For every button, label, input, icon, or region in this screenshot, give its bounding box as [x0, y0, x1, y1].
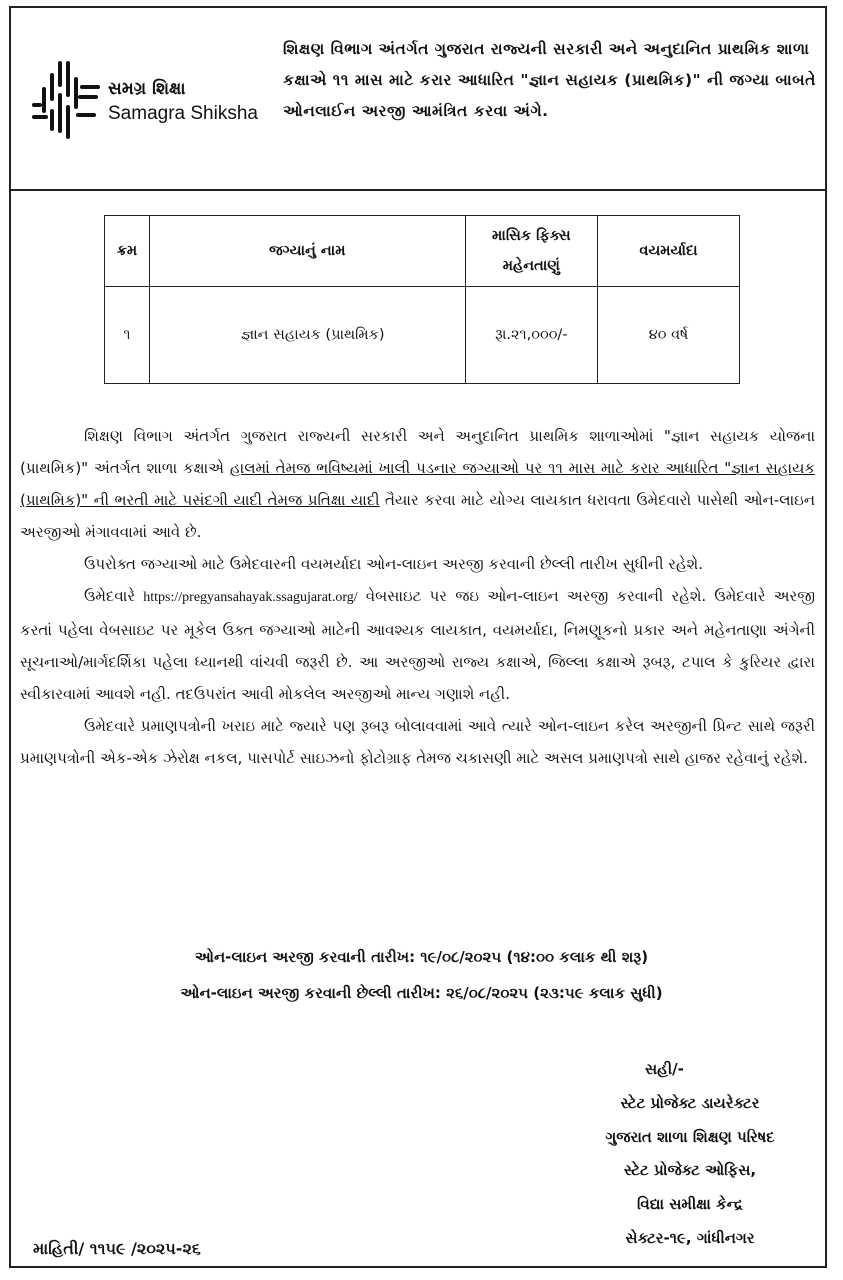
signature-office: સ્ટેટ પ્રોજેક્ટ ઓફિસ, [623, 1161, 757, 1179]
para1-end: તૈયાર કરવા માટે યોગ્ય લાયકાત ધરાવતા ઉમેદવારો પાસેથી ઓન-લાઇન અરજીઓ મંગાવવામાં આવે છે. [20, 491, 815, 541]
paragraph-3 [20, 580, 815, 710]
paragraph-4: ઉમેદવારે પ્રમાણપત્રોની ખરાઇ માટે જ્યારે પણ રૂબરૂ બોલાવવામાં આવે ત્યારે ઓન-લાઇન કરેલ અરજીની પ્રિન્ટ સાથે જરૂરી પ્રમાણપત્રોની એક-એક ઝેરોક્ષ નકલ, પાસપોર્ટ સાઇઝનો ફોટોગ્રાફ તેમજ ચકાસણી માટે અસલ પ્રમાણપત્રો સાથે હાજર રહેવાનું રહેશે. [20, 717, 815, 767]
para3-start: ઉમેદવારે [84, 587, 144, 605]
para1-start: શિક્ષણ વિભાગ અંતર્ગત ગુજરાત રાજ્યની સરકારી અને અનુદાનિત પ્રાથમિક શાળાઓમાં "જ્ઞાન સહાયક યોજના (પ્રાથમિક)" અંતર્ગત શાળા કક્ષાએ [20, 427, 815, 477]
signature-building: વિદ્યા સમીક્ષા કેન્દ્ર [636, 1195, 744, 1213]
table-row [105, 287, 740, 384]
samagra-shiksha-logo [30, 55, 265, 145]
cell-post-name: જ્ઞાન સહાયક (પ્રાથમિક) [149, 287, 465, 384]
paragraph-2: ઉપરોક્ત જગ્યાઓ માટે ઉમેદવારની વયમર્યાદા ઓન-લાઇન અરજી કરવાની છેલ્લી તારીખ સુધીની રહેશે. [84, 555, 704, 573]
paragraph-1 [20, 420, 815, 548]
cell-salary: રૂા.૨૧,૦૦૦/- [465, 287, 597, 384]
header-serial: ક્રમ [105, 216, 150, 287]
signature-designation: સ્ટેટ પ્રોજેક્ટ ડાયરેક્ટર [620, 1094, 760, 1112]
reference-number: માહિતી/ ૧૧૫૯ /૨૦૨૫-૨૬ [33, 1239, 201, 1258]
header-post-name: જગ્યાનું નામ [149, 216, 465, 287]
para3-end: વેબસાઇટ પર જઇ ઓન-લાઇન અરજી કરવાની રહેશે. ઉમેદવારે અરજી કરતાં પહેલા વેબસાઇટ પર મૂકેલ ઉક્ત જગ્યાઓ માટેની આવશ્યક લાયકાત, વયમર્યાદા, નિમણૂકનો પ્રકાર અને મહેનતાણા અંગેની સૂચનાઓ/માર્ગદર્શિકા પહેલા ધ્યાનથી વાંચવી જરૂરી છે. આ અરજીઓ રાજ્ય કક્ષાએ, જિલ્લા કક્ષાએ રૂબરૂ, ટપાલ કે કુરિયર દ્વારા સ્વીકારવામાં આવશે નહી. તદઉપરાંત આવી મોકલેલ અરજીઓ માન્ય ગણાશે નહી. [20, 587, 815, 703]
cell-age-limit: ૪૦ વર્ષ [597, 287, 739, 384]
logo-mark-icon [30, 55, 102, 145]
notice-heading: શિક્ષણ વિભાગ અંતર્ગત ગુજરાત રાજ્યની સરકારી અને અનુદાનિત પ્રાથમિક શાળા કક્ષાએ ૧૧ માસ માટે કરાર આધારિત "જ્ઞાન સહાયક (પ્રાથમિક)" ની જગ્યા બાબતે ઓનલાઈન અરજી આમંત્રિત કરવા અંગે. [283, 40, 816, 120]
header-divider [9, 189, 827, 191]
signature-address: સેક્ટર-૧૯, ગાંધીનગર [625, 1229, 755, 1247]
header-salary: માસિક ફિક્સ મહેનતાણું [465, 216, 597, 287]
application-last-date: ઓન-લાઇન અરજી કરવાની છેલ્લી તારીખ: ૨૬/૦૮/૨૦૨૫ (૨૩:૫૯ કલાક સુધી) [180, 984, 663, 1002]
table-header-row [105, 216, 740, 287]
cell-serial: ૧ [105, 287, 150, 384]
logo-text-gujarati: સમગ્ર શિક્ષા [108, 79, 186, 99]
website-link[interactable]: https://pregyansahayak.ssagujarat.org/ [143, 590, 358, 605]
signature-sd: સહી/- [645, 1060, 684, 1078]
notice-body [20, 420, 815, 774]
para1-underlined: હાલમાં તેમજ ભવિષ્યમાં ખાલી પડનાર જગ્યાઓ પર ૧૧ માસ માટે કરાર આધારિત "જ્ઞાન સહાયક (પ્રાથમિક)" ની ભરતી માટે પસંદગી યાદી તેમજ પ્રતિક્ષા યાદી [20, 459, 815, 509]
logo-text-english: Samagra Shiksha [108, 103, 258, 124]
post-details-table [104, 215, 740, 384]
header-age-limit: વયમર્યાદા [597, 216, 739, 287]
application-start-date: ઓન-લાઇન અરજી કરવાની તારીખ: ૧૯/૦૮/૨૦૨૫ (૧૪:૦૦ કલાક થી શરૂ) [194, 948, 649, 966]
signature-organization: ગુજરાત શાળા શિક્ષણ પરિષદ [605, 1128, 775, 1146]
